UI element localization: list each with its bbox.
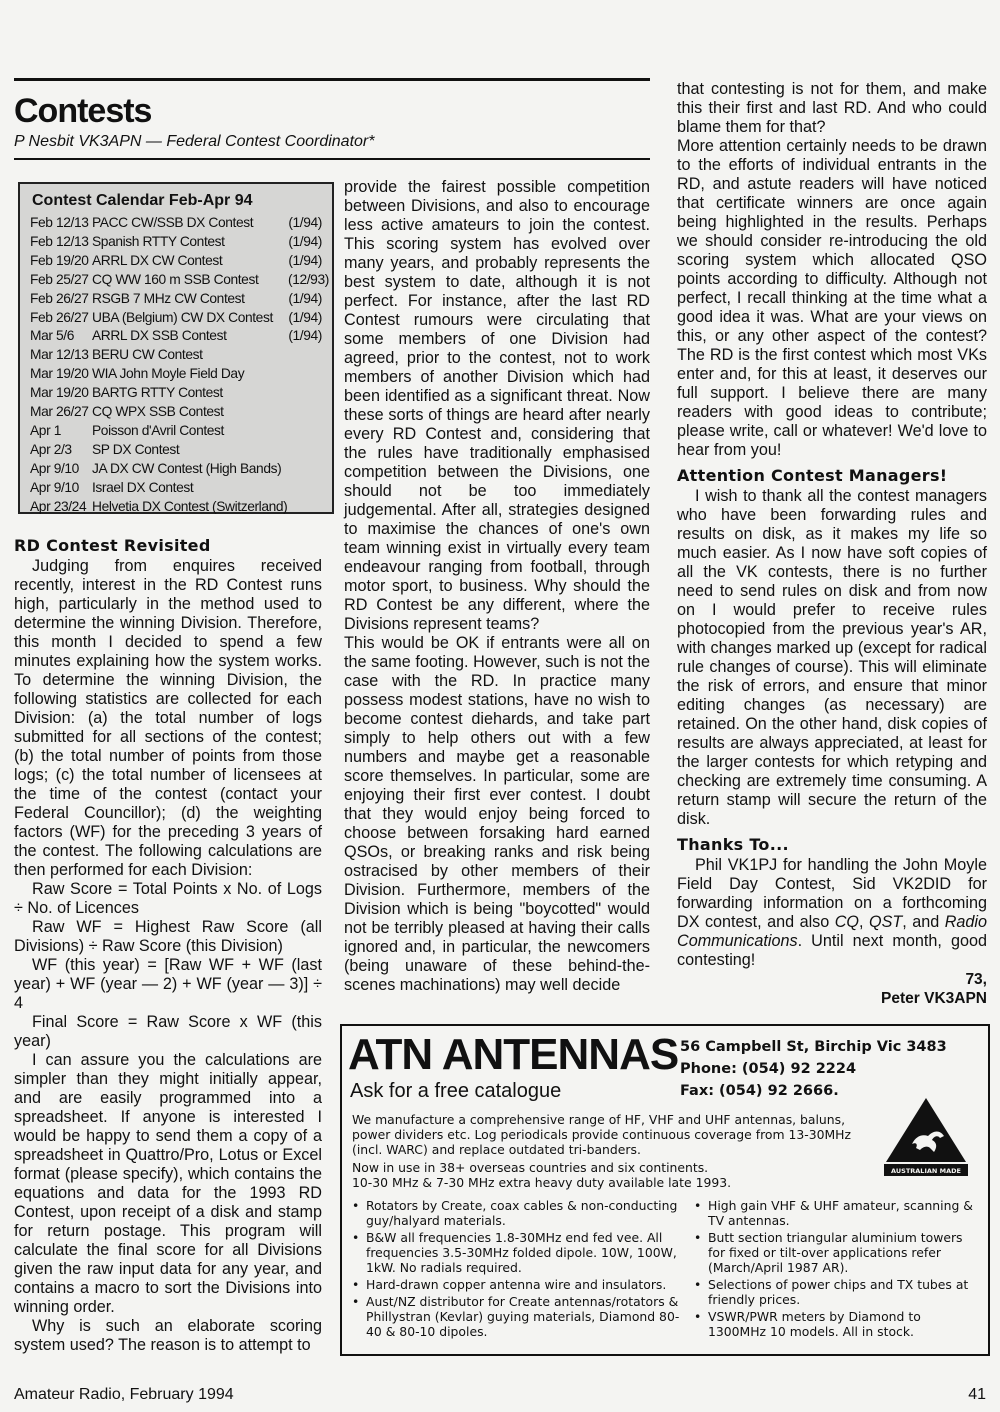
calendar-date: Apr 23/24 <box>30 498 87 514</box>
thanks-text: , and <box>902 913 945 931</box>
paragraph: provide the fairest possible competition between Divisions, and also to encourage less active amateurs to join the contest. This scoring system has evolved over many years, and probably represents the best system to date, although it is not perfect. For instance, after the last RD Contest rumours were circulating that some members of one Division had agreed, prior to the contest, not to work members of another Division which had been identified as a significant threat. Now these sorts of things are heard after nearly every RD Contest and, considering that the rules have traditionally emphasised competition between the Divisions, one should not be too immediately judgemental. After all, strategies designed to maximise the chances of one's own team winning exist in virtually every team endeavour ranging from football, through motor sport, to business. Why should the RD Contest be any different, where the Divisions represent teams? <box>344 178 650 633</box>
calendar-issue-ref <box>288 403 322 422</box>
calendar-date: Mar 26/27 <box>30 404 89 420</box>
section-heading-contest-managers: Attention Contest Managers! <box>677 466 948 485</box>
signoff-73: 73, <box>965 971 987 988</box>
formula-raw-score: Raw Score = Total Points x No. of Logs ÷ No. of Licences <box>14 880 322 917</box>
ad-bullet: • Hard-drawn copper antenna wire and insulators. <box>350 1277 690 1292</box>
calendar-row <box>30 290 322 309</box>
calendar-title: Contest Calendar Feb-Apr 94 <box>32 192 253 209</box>
calendar-row <box>30 498 322 517</box>
ad-bullet: • High gain VHF & UHF amateur, scanning & TV antennas. <box>692 1198 982 1228</box>
ad-bullet: • VSWR/PWR meters by Diamond to 1300MHz 10 models. All in stock. <box>692 1309 982 1339</box>
calendar-contest-name: ARRL DX SSB Contest <box>92 328 227 344</box>
calendar-row <box>30 479 322 498</box>
calendar-contest-name: Israel DX Contest <box>92 479 194 495</box>
calendar-contest-name: Spanish RTTY Contest <box>92 233 225 249</box>
atn-antennas-ad <box>340 1024 990 1356</box>
page-title: Contests <box>14 92 152 130</box>
signoff-name: Peter VK3APN <box>881 990 987 1007</box>
ad-bullets-left <box>350 1198 690 1341</box>
calendar-issue-ref <box>288 479 322 498</box>
calendar-date: Feb 12/13 <box>30 233 89 249</box>
calendar-row <box>30 346 322 365</box>
calendar-row <box>30 327 322 346</box>
calendar-row <box>30 403 322 422</box>
calendar-row <box>30 422 322 441</box>
calendar-issue-ref: (1/94) <box>288 233 322 249</box>
calendar-date: Feb 19/20 <box>30 252 89 268</box>
column-1 <box>14 530 322 1355</box>
footer-page-number: 41 <box>968 1386 986 1403</box>
calendar-contest-name: SP DX Contest <box>92 441 180 457</box>
calendar-issue-ref <box>288 441 322 460</box>
calendar-date: Feb 26/27 <box>30 309 89 325</box>
calendar-issue-ref <box>288 365 322 384</box>
calendar-contest-name: UBA (Belgium) CW DX Contest <box>92 309 273 325</box>
calendar-issue-ref: (1/94) <box>288 328 322 344</box>
calendar-contest-name: CQ WPX SSB Contest <box>92 404 224 420</box>
ad-tagline: Ask for a free catalogue <box>350 1080 562 1102</box>
calendar-issue-ref: (1/94) <box>288 252 322 268</box>
formula-raw-wf: Raw WF = Highest Raw Score (all Divisions) ÷ Raw Score (this Division) <box>14 918 322 955</box>
thanks-text: . Until next month, good contesting! <box>677 932 987 969</box>
calendar-date: Mar 5/6 <box>30 328 74 344</box>
paragraph: I can assure you the calculations are simpler than they might initially appear, and are easily programmed into a spreadsheet. If anyone is interested I would be happy to send them a copy of a spreadsheet in Quattro/Pro, Lotus or Excel format (please specify), which contains the equations and data for the 1993 RD Contest, upon receipt of a disk and stamp for return postage. This program will calculate the final score for all Divisions given the raw input data for any year, and contains a macro to sort the Divisions into winning order. <box>14 1051 322 1316</box>
ad-desc-text: 10-30 MHz & 7-30 MHz extra heavy duty available late 1993. <box>352 1175 732 1190</box>
ad-bullet: • B&W all frequencies 1.8-30MHz end fed vee. All frequencies 3.5-30MHz folded dipole. 10W, 100W, 1kW. No radials required. <box>350 1230 690 1275</box>
thanks-text: Phil VK1PJ for handling the John Moyle Field Day Contest, Sid VK2DID for forwarding information on a forthcoming DX contest, and also <box>677 856 987 931</box>
paragraph: More attention certainly needs to be drawn to the efforts of individual entrants in the RD, and astute readers will have noticed that certificate winners are once again being highlighted in the results. Perhaps we should consider re-introducing the old scoring system which allocated QSO points according to difficulty. Although not perfect, I recall thinking at the time what a good idea it was. What are your views on this, or any other aspect of the contest? The RD is the first contest which most VKs enter and, for this at least, it deserves our full support. I believe there are many readers with good ideas to contribute; please write, call or whatever! We'd love to hear from you! <box>677 137 987 459</box>
column-3 <box>677 80 987 1008</box>
calendar-date: Apr 9/10 <box>30 460 79 476</box>
calendar-issue-ref: (12/93) <box>288 271 329 287</box>
ad-desc-text: We manufacture a comprehensive range of HF, VHF and UHF antennas, baluns, power dividers etc. Log periodicals provide continuous coverage from 13-30MHz (incl. WARC) and replace outdated tri-banders. <box>352 1112 851 1157</box>
ad-bullet: • Butt section triangular aluminium towers for fixed or tilt-over applications refer (March/April 1987 AR). <box>692 1230 982 1275</box>
calendar-issue-ref <box>288 346 322 365</box>
calendar-row <box>30 252 322 271</box>
calendar-date: Mar 19/20 <box>30 385 89 401</box>
calendar-issue-ref <box>288 460 322 479</box>
calendar-contest-name: Helvetia DX Contest (Switzerland) <box>92 498 288 514</box>
ad-phone: Phone: (054) 92 2224 <box>680 1061 857 1077</box>
ad-contact <box>680 1036 947 1102</box>
calendar-date: Feb 12/13 <box>30 215 89 230</box>
title-rule <box>14 158 650 160</box>
calendar-issue-ref <box>288 422 322 441</box>
australian-made-logo-icon <box>882 1096 970 1178</box>
calendar-contest-name: RSGB 7 MHz CW Contest <box>92 290 245 306</box>
calendar-contest-name: JA DX CW Contest (High Bands) <box>92 460 282 476</box>
paragraph-thanks <box>677 856 987 970</box>
calendar-issue-ref <box>288 498 322 517</box>
paragraph: This would be OK if entrants were all on the same footing. However, such is not the case with the RD. In practice many possess modest stations, have no wish to become contest diehards, and take part simply to help others out with a few numbers and maybe get a reasonable score themselves. In particular, some are enjoying their first ever contest. I doubt that they would enjoy being forced to choose between forsaking hard earned QSOs, or breaking ranks and risk being ostracised by other members of their Division. Furthermore, members of the Division which is being "boycotted" would not be terribly pleased at having their calls ignored and, in particular, the newcomers (being unaware of these behind-the-scenes machinations) may well decide <box>344 634 650 994</box>
calendar-contest-name: ARRL DX CW Contest <box>92 252 223 268</box>
ad-fax: Fax: (054) 92 2666. <box>680 1083 839 1099</box>
calendar-date: Feb 26/27 <box>30 290 89 306</box>
ad-bullets-right <box>692 1198 982 1341</box>
calendar-contest-name: Poisson d'Avril Contest <box>92 422 224 438</box>
logo-caption: AUSTRALIAN MADE <box>891 1167 961 1175</box>
section-heading-rd-contest: RD Contest Revisited <box>14 536 211 555</box>
calendar-row <box>30 365 322 384</box>
paragraph: Why is such an elaborate scoring system used? The reason is to attempt to <box>14 1317 322 1354</box>
calendar-contest-name: BARTG RTTY Contest <box>92 385 223 401</box>
calendar-date: Apr 9/10 <box>30 479 79 495</box>
calendar-row <box>30 233 322 252</box>
calendar-contest-name: CQ WW 160 m SSB Contest <box>92 271 259 287</box>
calendar-row <box>30 384 322 403</box>
ad-desc-text: Now in use in 38+ overseas countries and six continents. <box>352 1160 709 1175</box>
calendar-date: Apr 2/3 <box>30 441 72 457</box>
calendar-date: Apr 1 <box>30 422 61 438</box>
calendar-row <box>30 271 329 290</box>
ad-bullet: • Aust/NZ distributor for Create antennas/rotators & Phillystran (Kevlar) guying materials, Diamond 80-40 & 80-10 dipoles. <box>350 1294 690 1339</box>
byline: P Nesbit VK3APN — Federal Contest Coordinator* <box>14 133 375 150</box>
calendar-row <box>30 214 322 233</box>
contest-calendar-box <box>18 182 334 514</box>
column-2 <box>344 178 650 995</box>
publication-qst: QST <box>868 913 903 931</box>
calendar-row <box>30 309 322 328</box>
calendar-contest-name: BERU CW Contest <box>92 347 203 363</box>
calendar-contest-name: PACC CW/SSB DX Contest <box>92 215 254 230</box>
ad-address: 56 Campbell St, Birchip Vic 3483 <box>680 1039 947 1055</box>
formula-wf: WF (this year) = [Raw WF + WF (last year) + WF (year — 2) + WF (year — 3)] ÷ 4 <box>14 956 322 1012</box>
section-heading-thanks: Thanks To... <box>677 835 789 854</box>
paragraph: that contesting is not for them, and make this their first and last RD. And who could blame them for that? <box>677 80 987 136</box>
calendar-row <box>30 441 322 460</box>
ad-brand: ATN ANTENNAS <box>348 1030 679 1079</box>
paragraph: Judging from enquires received recently, interest in the RD Contest runs high, particularly in the method used to determine the winning Division. Therefore, this month I decided to spend a few minutes explaining how the system works. To determine the winning Division, the following statistics are collected for each Division: (a) the total number of logs submitted for all sections of the contest; (b) the total number of points from those logs; (c) the total number of licensees at the time of the contest (contact your Federal Councillor); (d) the weighting factors (WF) for the preceding 3 years of the contest. The following calculations are then performed for each Division: <box>14 557 322 879</box>
thanks-text: , <box>859 913 869 931</box>
ad-bullet: • Rotators by Create, coax cables & non-conducting guy/halyard materials. <box>350 1198 690 1228</box>
paragraph: I wish to thank all the contest managers who have been forwarding rules and results on disk, as it makes my life so much easier. As I now have soft copies of all the VK contests, there is no further need to send rules on disk and from now on I would prefer to receive rules photocopied from the previous year's AR, with changes marked up (except for radical rule changes of course). This will eliminate the risk of errors, and ensure that minor editing changes (as necessary) are retained. On the other hand, disk copies of results are always appreciated, at least for the larger contests for which retyping and checking are extremely time consuming. A return stamp will secure the return of the disk. <box>677 487 987 828</box>
calendar-issue-ref <box>288 384 322 403</box>
calendar-row <box>30 460 322 479</box>
calendar-issue-ref: (1/94) <box>288 215 322 230</box>
ad-description <box>352 1112 872 1193</box>
calendar-contest-name: WIA John Moyle Field Day <box>92 366 245 382</box>
publication-radio-communications: Radio Communications <box>677 913 987 950</box>
calendar-rows <box>30 214 329 517</box>
formula-final-score: Final Score = Raw Score x WF (this year) <box>14 1013 322 1050</box>
publication-cq: CQ <box>834 913 860 931</box>
calendar-date: Mar 19/20 <box>30 366 89 382</box>
footer-publication: Amateur Radio, February 1994 <box>14 1386 234 1403</box>
top-rule <box>14 78 650 81</box>
calendar-issue-ref: (1/94) <box>288 309 322 325</box>
calendar-date: Feb 25/27 <box>30 271 89 287</box>
calendar-issue-ref: (1/94) <box>288 290 322 306</box>
calendar-date: Mar 12/13 <box>30 347 89 363</box>
ad-bullet: • Selections of power chips and TX tubes at friendly prices. <box>692 1277 982 1307</box>
